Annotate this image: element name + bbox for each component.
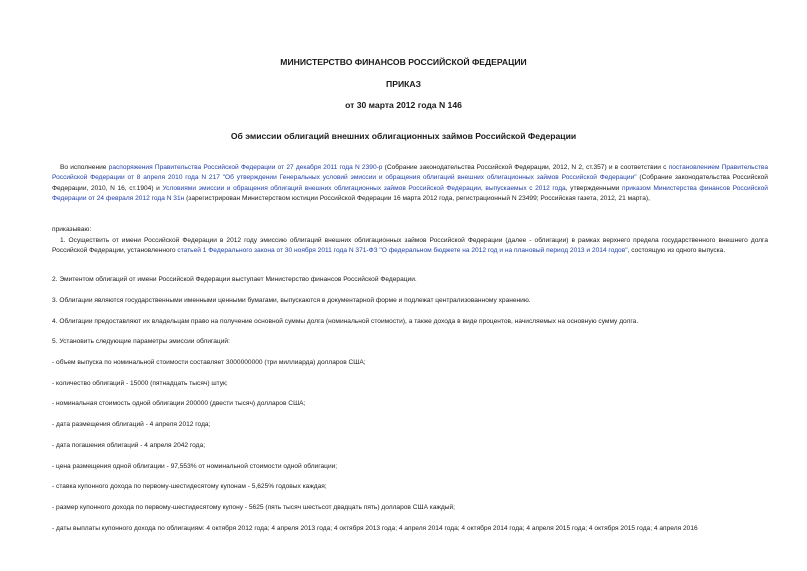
param-volume: - объем выпуска по номинальной стоимости составляет 3000000000 (три миллиарда) долларов США; [52,359,366,366]
param-quantity: - количество облигаций - 15000 (пятнадцать тысяч) штук; [52,380,228,387]
preamble-text: (Собрание законодательства Российской Федерации, 2010, N 16, ст.1904) и [52,174,768,192]
preamble-text: , утвержденными [565,184,623,192]
param-maturity-date: - дата погашения облигаций - 4 апреля 2042 года; [52,442,206,449]
preamble-text: Во исполнение [60,164,109,171]
param-nominal: - номинальная стоимость одной облигации 200000 (двести тысяч) долларов США; [52,400,306,407]
document-date-number: от 30 марта 2012 года N 146 [345,100,462,110]
item-3: 3. Облигации являются государственными именными ценными бумагами, выпускаются в документарной форме и подлежат централизованному хранению. [52,297,531,304]
item-4: 4. Облигации предоставляют их владельцам право на получение основной суммы долга (номинальной стоимости), а также дохода в виде процентов, начисляемых на основную сумму долга. [52,318,639,325]
param-coupon-dates: - даты выплаты купонного дохода по облигациям: 4 октября 2012 года; 4 апреля 2013 года; 4 октября 2013 года; 4 апреля 2014 года; 4 октября 2014 года; 4 апреля 2015 года; 4 октября 2015 года; 4 апреля 2016 [52,525,698,532]
link-government-resolution[interactable]: постановлением Правительства Российской Федерации от 8 апреля 2010 года N 217 "Об утверждении Генеральных условий эмиссии и обращения облигаций внешних облигационных займов Российской Федерации" [52,164,769,182]
preamble-paragraph [52,163,768,205]
item-5: 5. Установить следующие параметры эмиссии облигаций: [52,338,230,345]
item-text: , состоящую из одного выпуска. [627,247,726,255]
link-ministry-order[interactable]: приказом Министерства финансов Российской Федерации от 24 февраля 2012 года N 31н [52,184,768,203]
preamble-text: (Собрание законодательства Российской Федерации, 2012, N 2, ст.357) и в соответствии с [382,164,669,171]
item-1-paragraph [52,236,768,257]
item-text: 1. Осуществить от имени Российской Федерации в 2012 году эмиссию облигаций внешних облигационных займов Российской Федерации (далее - облигации) в рамках верхнего предела государственного внешнего долга Российской Федерации, установленного [52,237,768,255]
document-type: ПРИКАЗ [386,79,421,89]
ministry-heading: МИНИСТЕРСТВО ФИНАНСОВ РОССИЙСКОЙ ФЕДЕРАЦИИ [280,57,527,67]
link-government-order[interactable]: распоряжения Правительства Российской Федерации от 27 декабря 2011 года N 2390-р [108,164,383,171]
param-coupon-size: - размер купонного дохода по первому-шестидесятому купону - 5625 (пять тысяч шестьсот двадцать пять) долларов США каждый; [52,504,456,511]
order-word: приказываю: [52,226,92,233]
preamble-text: (зарегистрирован Министерством юстиции Российской Федерации 16 марта 2012 года, регистрационный N 23499; Российская газета, 2012, 21 марта), [184,195,650,203]
param-coupon-rate: - ставка купонного дохода по первому-шестидесятому купонам - 5,625% годовых каждая; [52,483,327,490]
item-2: 2. Эмитентом облигаций от имени Российской Федерации выступает Министерство финансов Российской Федерации. [52,276,417,283]
document-title: Об эмиссии облигаций внешних облигационных займов Российской Федерации [230,131,577,141]
param-price: - цена размещения одной облигации - 97,553% от номинальной стоимости одной облигации; [52,463,338,470]
link-federal-law[interactable]: статьей 1 Федерального закона от 30 ноября 2011 года N 371-ФЗ "О федеральном бюджете на 2012 год и на плановый период 2013 и 2014 годов" [177,247,628,255]
param-placement-date: - дата размещения облигаций - 4 апреля 2012 года; [52,421,211,428]
link-emission-conditions[interactable]: Условиями эмиссии и обращения облигаций внешних облигационных займов Российской Федерации, выпускаемых с 2012 года [162,184,566,192]
